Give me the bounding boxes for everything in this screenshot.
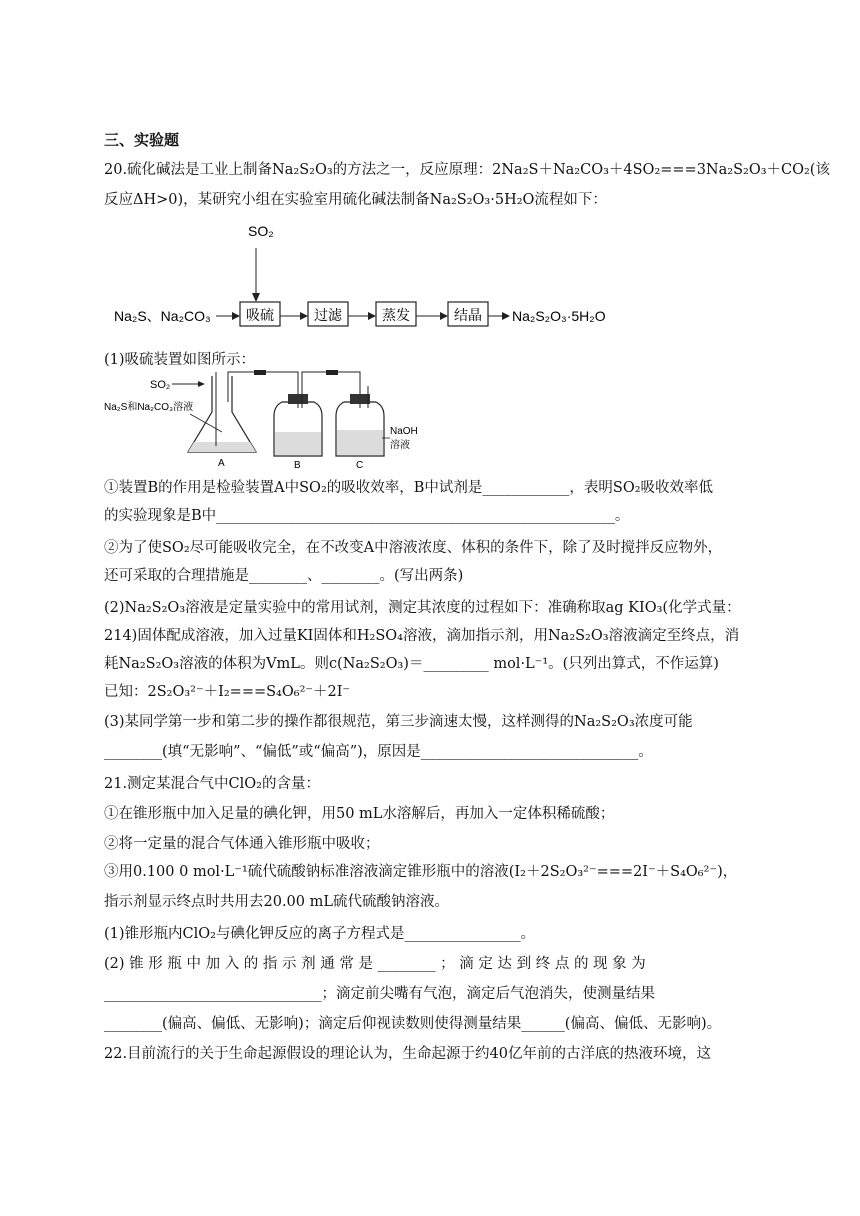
- flow-step-filter: 过滤: [314, 308, 342, 324]
- q20-p2-line-1: (2)Na₂S₂O₃溶液是定量实验中的常用试剂，测定其浓度的过程如下：准确称取ag KIO₃(化学式量：: [104, 600, 741, 616]
- flow-input-so2: SO₂: [248, 223, 274, 239]
- q20-p1-2-line-1: ②为了使SO₂尽可能吸收完全，在不改变A中溶液浓度、体积的条件下，除了及时搅拌反应物外，: [104, 540, 723, 556]
- label-a: A: [218, 458, 225, 469]
- flow-down-arrowhead: [252, 293, 260, 302]
- q20-p1-1-line-2: 的实验现象是B中_______________________________________________________。: [104, 508, 630, 524]
- apparatus-solution-a: Na₂S和Na₂CO₃溶液: [104, 402, 194, 413]
- section-title: 三、实验题: [104, 131, 180, 149]
- q21-q2-line-3: ________(偏高、偏低、无影响)；滴定后仰视读数则使得测量结果______(偏高、偏低、无影响)。: [104, 1016, 722, 1032]
- q20-stem-line-2: 反应ΔH>0)，某研究小组在实验室用硫化碱法制备Na₂S₂O₃·5H₂O流程如下：: [104, 192, 607, 208]
- flow-step-evaporate: 蒸发: [382, 308, 410, 324]
- q20-stem-line-1: 20.硫化碱法是工业上制备Na₂S₂O₃的方法之一，反应原理：2Na₂S＋Na₂CO₃＋4SO₂===3Na₂S₂O₃＋CO₂(该: [104, 162, 830, 178]
- apparatus-so2-label: SO₂: [150, 379, 171, 391]
- q21-stem: 21.测定某混合气中ClO₂的含量：: [104, 776, 320, 792]
- q20-part1-intro: (1)吸硫装置如图所示：: [104, 352, 256, 368]
- solution-c-line-1: NaOH: [390, 426, 418, 437]
- flow-step-crystallize: 结晶: [454, 308, 482, 324]
- q20-p2-line-3: 耗Na₂S₂O₃溶液的体积为VmL。则c(Na₂S₂O₃)＝_________ mol·L⁻¹。(只列出算式，不作运算): [104, 656, 719, 672]
- q20-p2-known: 已知：2S₂O₃²⁻＋I₂===S₄O₆²⁻＋2I⁻: [104, 684, 351, 700]
- flow-start-reagents: Na₂S、Na₂CO₃: [114, 308, 211, 324]
- label-c: C: [356, 460, 364, 471]
- process-flow-diagram: [104, 220, 624, 330]
- flask-a: [188, 376, 256, 452]
- q21-step-1: ①在锥形瓶中加入足量的碘化钾，用50 mL水溶解后，再加入一定体积稀硫酸；: [104, 806, 615, 822]
- q21-step-3-line-2: 指示剂显示终点时共用去20.00 mL硫代硫酸钠溶液。: [104, 894, 449, 910]
- absorption-apparatus-diagram: [104, 372, 420, 471]
- q21-step-3-line-1: ③用0.100 0 mol·L⁻¹硫代硫酸钠标准溶液滴定锥形瓶中的溶液(I₂＋2S₂O₃²⁻===2I⁻＋S₄O₆²⁻)，: [104, 864, 738, 880]
- q22-stem: 22.目前流行的关于生命起源假设的理论认为，生命起源于约40亿年前的古洋底的热液环境，这: [104, 1046, 712, 1062]
- q20-p1-1-line-1: ①装置B的作用是检验装置A中SO₂的吸收效率，B中试剂是____________，表明SO₂吸收效率低: [104, 480, 714, 496]
- flow-step-absorb: 吸硫: [246, 308, 274, 324]
- q21-q2-line-1: (2) 锥 形 瓶 中 加 入 的 指 示 剂 通 常 是 ________ ； 滴 定 达 到 终 点 的 现 象 为: [104, 956, 646, 972]
- q21-q2-line-2: ______________________________；滴定前尖嘴有气泡，滴定后气泡消失，使测量结果: [104, 986, 655, 1002]
- label-b: B: [294, 460, 301, 471]
- flow-product: Na₂S₂O₃·5H₂O: [512, 308, 606, 324]
- q21-step-2: ②将一定量的混合气体通入锥形瓶中吸收；: [104, 836, 380, 852]
- solution-c-line-2: 溶液: [390, 440, 410, 451]
- q20-p2-line-2: 214)固体配成溶液，加入过量KI固体和H₂SO₄溶液，滴加指示剂，用Na₂S₂O₃溶液滴定至终点，消: [104, 628, 740, 644]
- q21-q1: (1)锥形瓶内ClO₂与碘化钾反应的离子方程式是________________。: [104, 926, 535, 942]
- q20-p1-2-line-2: 还可采取的合理措施是________、________。(写出两条): [104, 568, 464, 584]
- q20-p3-line-1: (3)某同学第一步和第二步的操作都很规范，第三步滴速太慢，这样测得的Na₂S₂O₃浓度可能: [104, 714, 693, 730]
- q20-p3-line-2: ________(填“无影响”、“偏低”或“偏高”)，原因是______________________________。: [104, 744, 653, 760]
